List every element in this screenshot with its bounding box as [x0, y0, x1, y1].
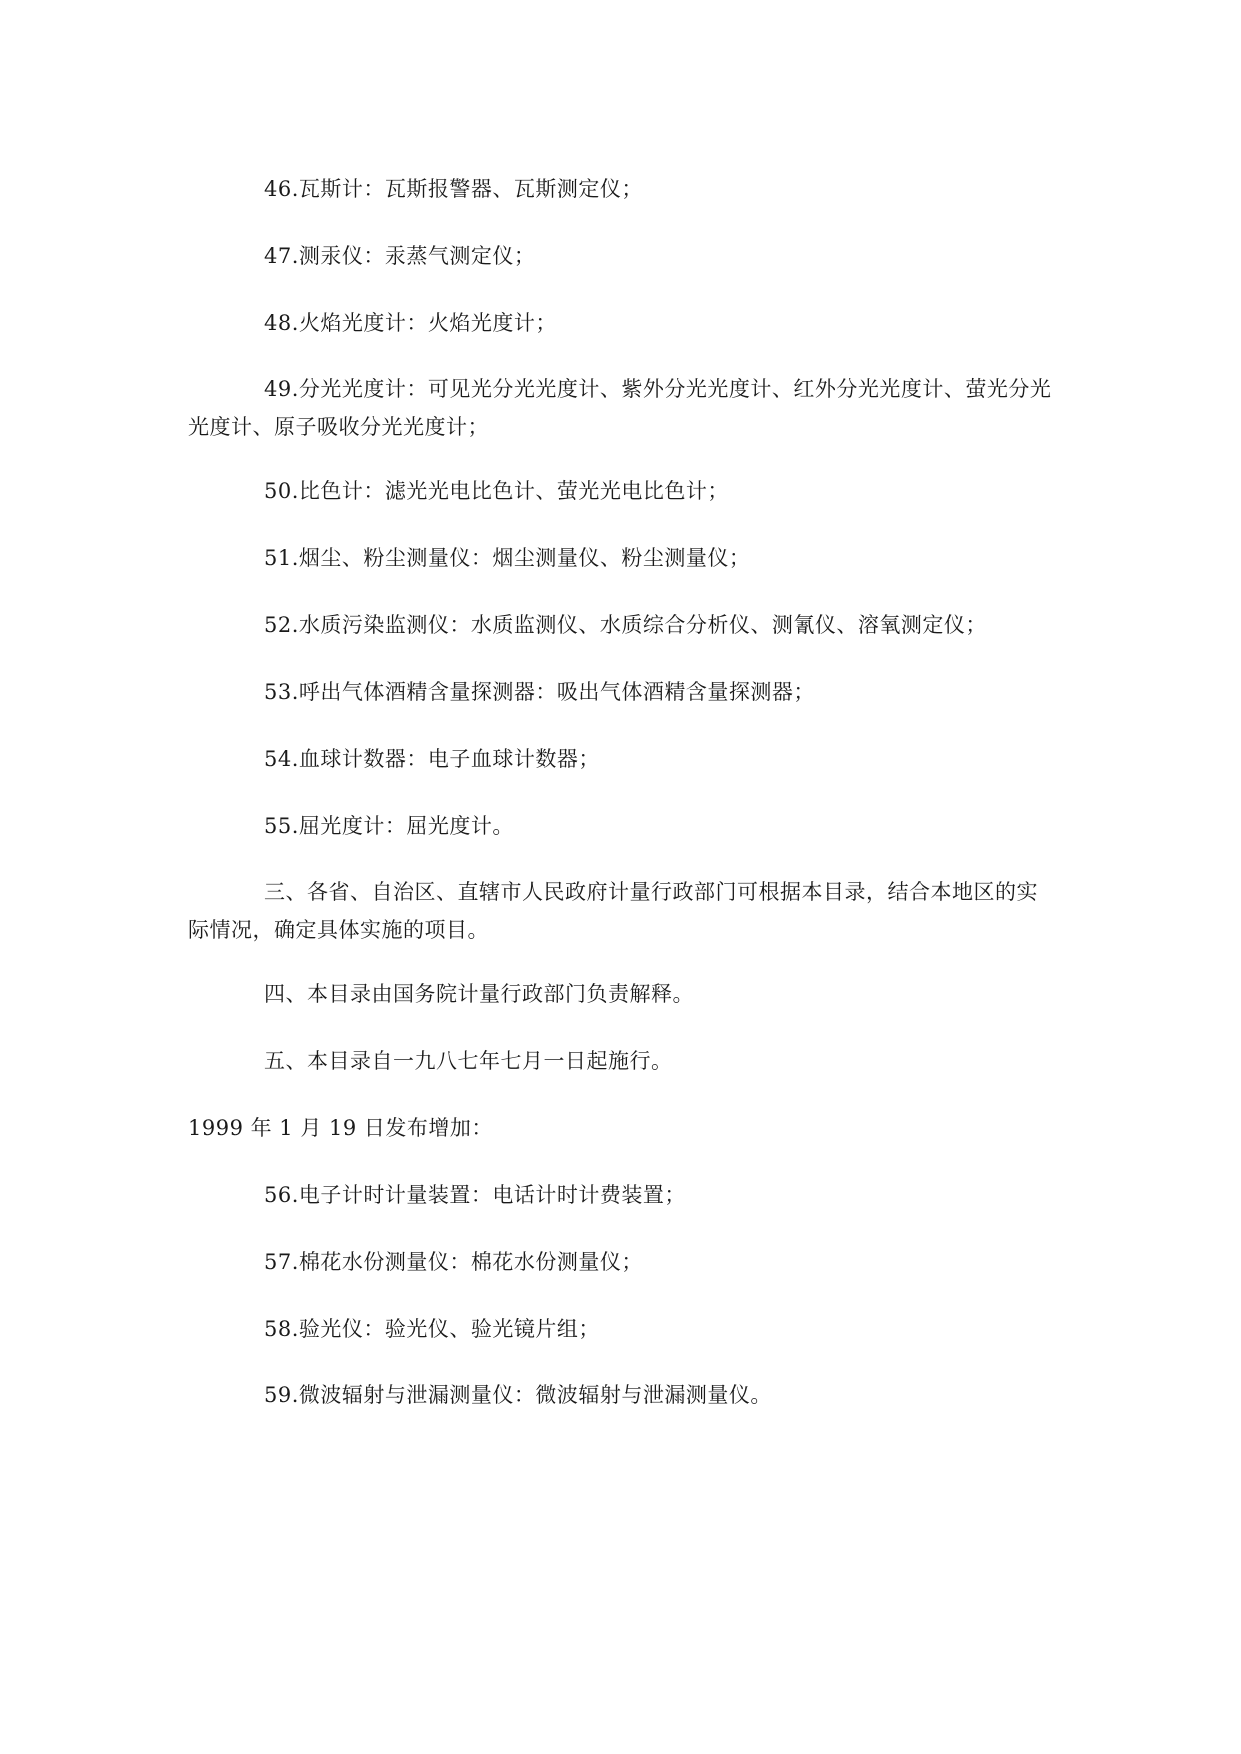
- item-52: 52.水质污染监测仪：水质监测仪、水质综合分析仪、测氰仪、溶氧测定仪；: [264, 613, 987, 637]
- section-three: 三、各省、自治区、直辖市人民政府计量行政部门可根据本目录，结合本地区的实际情况，确定具体实施的项目。: [188, 880, 1038, 942]
- item-57: 57.棉花水份测量仪：棉花水份测量仪；: [264, 1250, 643, 1274]
- item-46: 46.瓦斯计：瓦斯报警器、瓦斯测定仪；: [264, 177, 643, 201]
- section-four: 四、本目录由国务院计量行政部门负责解释。: [264, 982, 694, 1006]
- item-47: 47.测汞仪：汞蒸气测定仪；: [264, 244, 536, 268]
- item-51: 51.烟尘、粉尘测量仪：烟尘测量仪、粉尘测量仪；: [264, 546, 751, 570]
- section-five: 五、本目录自一九八七年七月一日起施行。: [264, 1049, 673, 1073]
- addendum-date-line: 1999 年 1 月 19 日发布增加：: [188, 1116, 493, 1140]
- item-58: 58.验光仪：验光仪、验光镜片组；: [264, 1317, 600, 1341]
- item-54: 54.血球计数器：电子血球计数器；: [264, 747, 600, 771]
- item-50: 50.比色计：滤光光电比色计、萤光光电比色计；: [264, 479, 729, 503]
- item-49: 49.分光光度计：可见光分光光度计、紫外分光光度计、红外分光光度计、萤光分光光度计、原子吸收分光光度计；: [188, 377, 1052, 439]
- item-53: 53.呼出气体酒精含量探测器：吸出气体酒精含量探测器；: [264, 680, 815, 704]
- item-48: 48.火焰光度计：火焰光度计；: [264, 311, 557, 335]
- item-56: 56.电子计时计量装置：电话计时计费装置；: [264, 1183, 686, 1207]
- item-59: 59.微波辐射与泄漏测量仪：微波辐射与泄漏测量仪。: [264, 1383, 772, 1407]
- item-55: 55.屈光度计：屈光度计。: [264, 814, 514, 838]
